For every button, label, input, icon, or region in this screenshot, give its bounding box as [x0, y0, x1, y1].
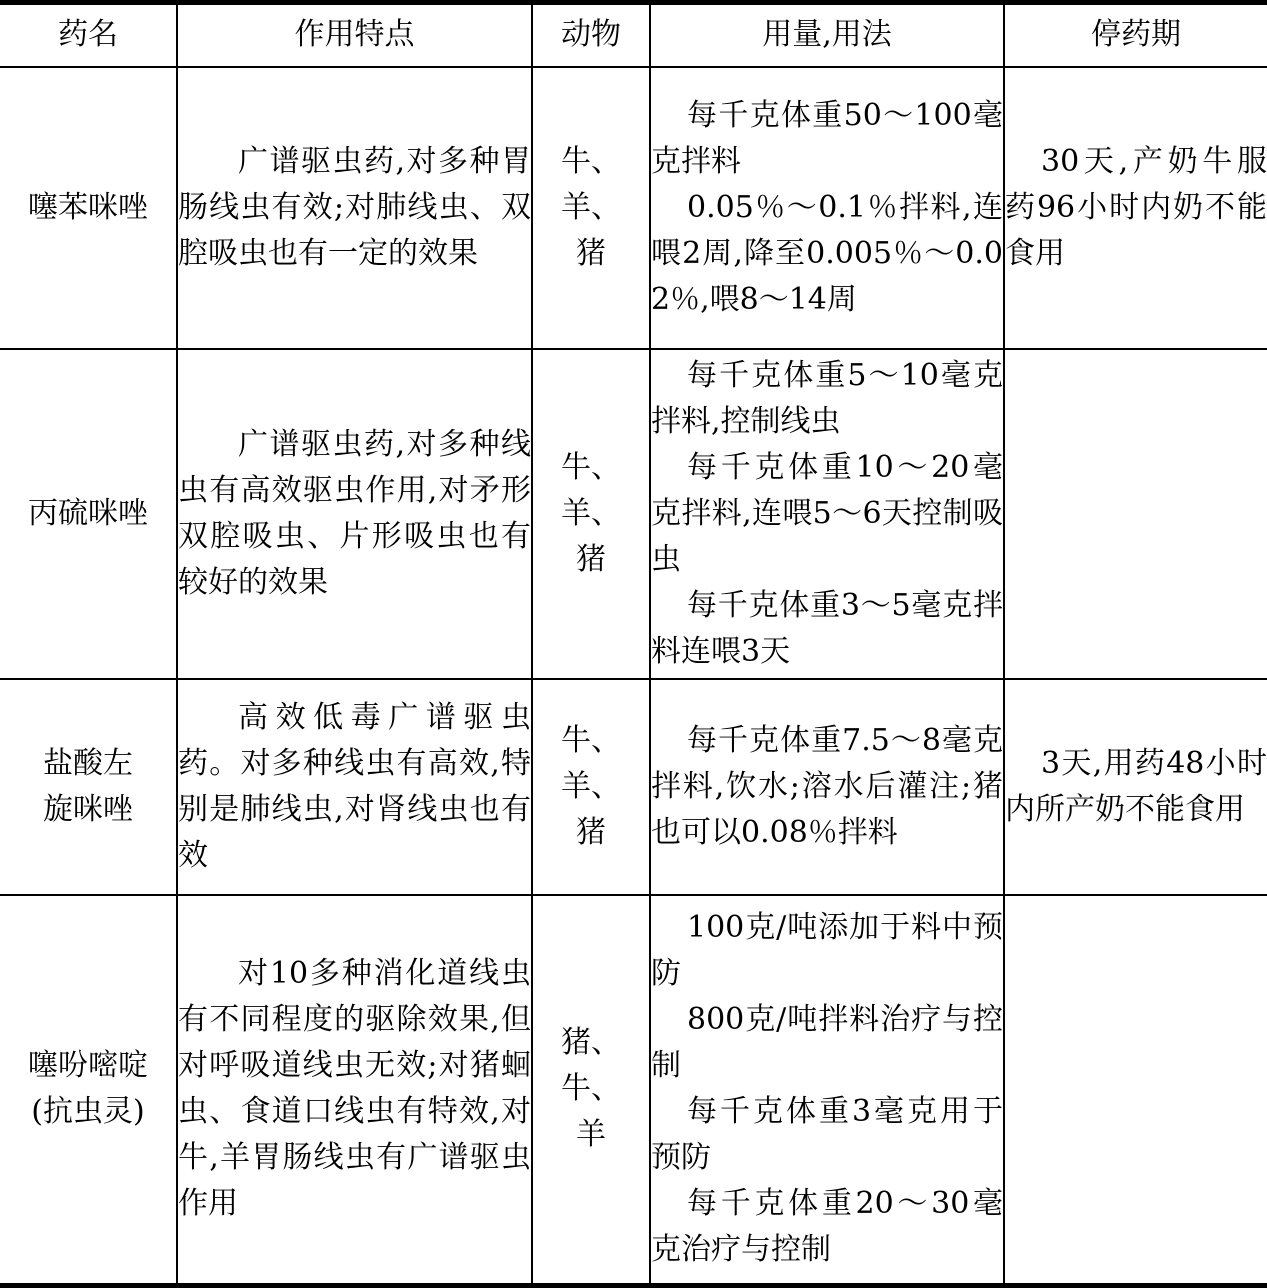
- withdrawal-cell: [1004, 67, 1267, 349]
- animal-entry: 牛、: [561, 1071, 621, 1107]
- header-dosage: 用量,用法: [650, 3, 1004, 67]
- drug-name: 丙硫咪唑: [28, 495, 148, 531]
- withdrawal-cell: [1004, 349, 1267, 679]
- drug-name-cell: [0, 67, 177, 349]
- drug-name-cell: [0, 679, 177, 895]
- feature-text: 广谱驱虫药,对多种线虫有高效驱虫作用,对矛形双腔吸虫、片形吸虫也有较好的效果: [178, 426, 531, 600]
- dosage-paragraph: 每千克体重50～100毫克拌料: [651, 97, 1003, 179]
- dosage-paragraph: 每千克体重5～10毫克拌料,控制线虫: [651, 357, 1003, 439]
- dosage-cell: [650, 349, 1004, 679]
- animal-cell: [532, 349, 650, 679]
- animal-entry: 牛、: [561, 449, 621, 485]
- drug-name-cell: [0, 895, 177, 1286]
- drug-name-line: 盐酸左: [43, 745, 133, 781]
- animal-entry: 羊、: [561, 768, 621, 804]
- dosage-cell: [650, 67, 1004, 349]
- animal-entry: 猪、: [561, 1025, 621, 1061]
- drug-name-cell: [0, 349, 177, 679]
- dosage-cell: [650, 895, 1004, 1286]
- drug-name-line: 噻吩嘧啶: [28, 1048, 148, 1084]
- animal-cell: [532, 679, 650, 895]
- animal-entry: 牛、: [561, 143, 621, 179]
- dosage-paragraph: 800克/吨拌料治疗与控制: [651, 1002, 1003, 1084]
- header-feature: 作用特点: [177, 3, 532, 67]
- drug-name-line: (抗虫灵): [31, 1094, 145, 1130]
- header-withdrawal: 停药期: [1004, 3, 1267, 67]
- table-row: [0, 679, 1267, 895]
- dosage-cell: [650, 679, 1004, 895]
- header-animal: 动物: [532, 3, 650, 67]
- withdrawal-cell: [1004, 895, 1267, 1286]
- feature-text: 高效低毒广谱驱虫药。对多种线虫有高效,特别是肺线虫,对肾线虫也有效: [178, 699, 531, 873]
- dosage-paragraph: 每千克体重3毫克用于预防: [651, 1094, 1003, 1176]
- withdrawal-text: 3天,用药48小时内所产奶不能食用: [1005, 745, 1267, 827]
- withdrawal-text: 30天,产奶牛服药96小时内奶不能食用: [1005, 143, 1267, 271]
- feature-cell: [177, 67, 532, 349]
- table-row: [0, 67, 1267, 349]
- table-row: [0, 349, 1267, 679]
- animal-cell: [532, 67, 650, 349]
- dosage-paragraph: 每千克体重3～5毫克拌料连喂3天: [651, 587, 1003, 669]
- animal-entry: 牛、: [561, 722, 621, 758]
- dosage-paragraph: 0.05％～0.1％拌料,连喂2周,降至0.005％～0.02％,喂8～14周: [651, 189, 1003, 317]
- feature-cell: [177, 895, 532, 1286]
- dosage-paragraph: 每千克体重20～30毫克治疗与控制: [651, 1186, 1003, 1268]
- animal-entry: 猪: [576, 541, 606, 577]
- dosage-paragraph: 100克/吨添加于料中预防: [651, 910, 1003, 992]
- feature-cell: [177, 679, 532, 895]
- animal-entry: 羊: [576, 1117, 606, 1153]
- drug-name: 噻苯咪唑: [28, 189, 148, 225]
- header-drug-name: 药名: [0, 3, 177, 67]
- feature-text: 广谱驱虫药,对多种胃肠线虫有效;对肺线虫、双腔吸虫也有一定的效果: [178, 143, 531, 271]
- dosage-paragraph: 每千克体重10～20毫克拌料,连喂5～6天控制吸虫: [651, 449, 1003, 577]
- table-row: [0, 895, 1267, 1286]
- withdrawal-cell: [1004, 679, 1267, 895]
- dosage-paragraph: 每千克体重7.5～8毫克拌料,饮水;溶水后灌注;猪也可以0.08％拌料: [651, 722, 1003, 850]
- animal-entry: 羊、: [561, 189, 621, 225]
- animal-entry: 猪: [576, 814, 606, 850]
- animal-entry: 羊、: [561, 495, 621, 531]
- header-row: [0, 3, 1267, 67]
- feature-cell: [177, 349, 532, 679]
- feature-text: 对10多种消化道线虫有不同程度的驱除效果,但对呼吸道线虫无效;对猪蛔虫、食道口线虫有特效,对牛,羊胃肠线虫有广谱驱虫作用: [178, 956, 531, 1222]
- animal-entry: 猪: [576, 235, 606, 271]
- drug-name-line: 旋咪唑: [43, 791, 133, 827]
- animal-cell: [532, 895, 650, 1286]
